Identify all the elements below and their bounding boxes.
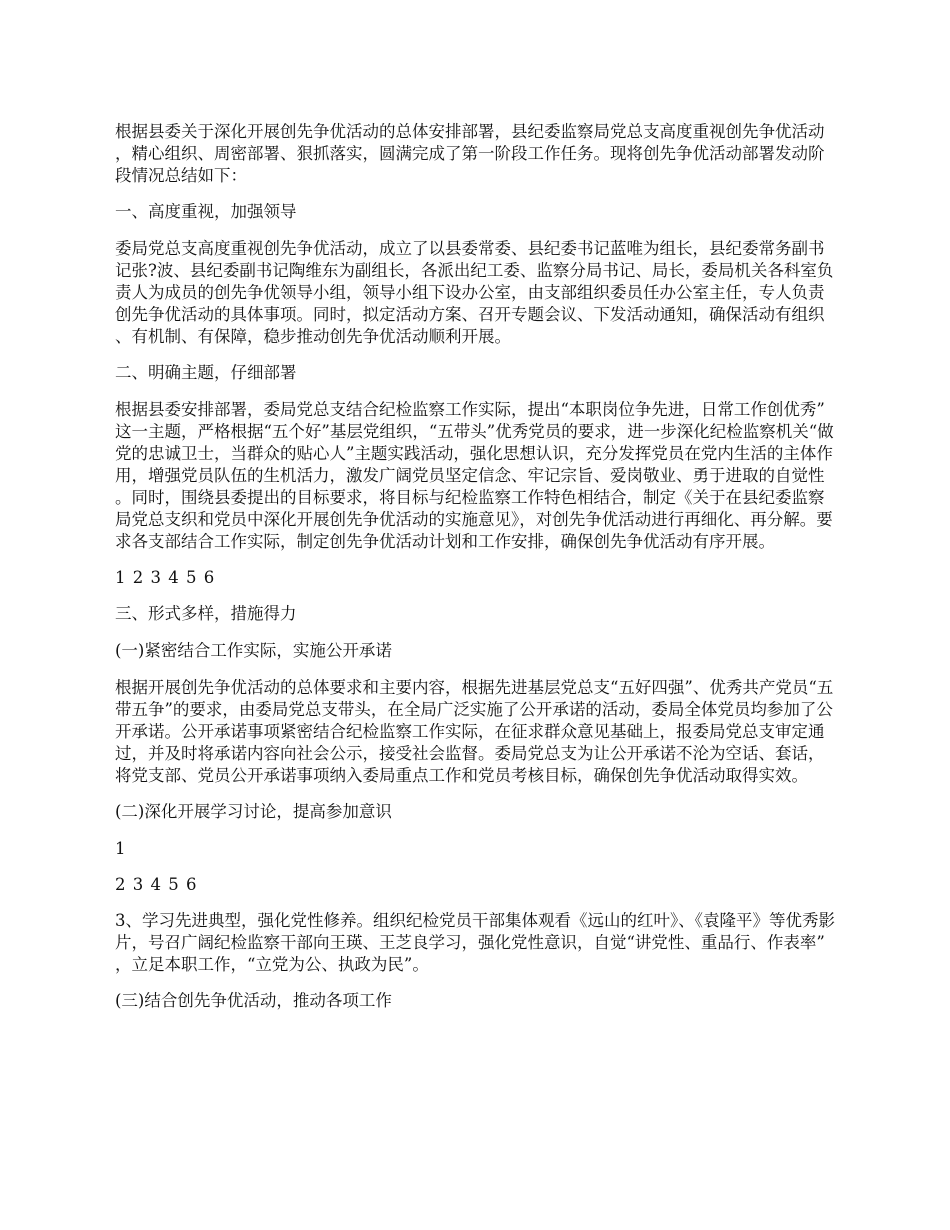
subsection-heading-2: (二)深化开展学习讨论，提高参加意识 — [115, 802, 392, 821]
section-2-paragraph: 根据县委安排部署，委局党总支结合纪检监察工作实际，提出“本职岗位争先进，日常工作创优秀”这一主题，严格根据“五个好”基层党组织，“五带头”优秀党员的要求，进一步深化纪检监察机关“做党的忠诚卫士，当群众的贴心人”主题实践活动，强化思想认识，充分发挥党员在党内生活的主体作用，增强党员队伍的生机活力，激发广阔党员坚定信念、牢记宗旨、爱岗敬业、勇于进取的自觉性。同时，围绕县委提出的目标要求，将目标与纪检监察工作特色相结合，制定《关于在县纪委监察局党总支织和党员中深化开展创先争优活动的实施意见》，对创先争优活动进行再细化、再分解。要求各支部结合工作实际，制定创先争优活动计划和工作安排，确保创先争优活动有序开展。 — [115, 400, 834, 551]
intro-paragraph: 根据县委关于深化开展创先争优活动的总体安排部署，县纪委监察局党总支高度重视创先争优活动，精心组织、周密部署、狠抓落实，圆满完成了第一阶段工作任务。现将创先争优活动部署发动阶段情况总结如下： — [115, 122, 825, 185]
page-numbers-line: 1 2 3 4 5 6 — [115, 568, 216, 587]
subsection-heading-3: (三)结合创先争优活动，推动各项工作 — [115, 991, 392, 1010]
document-body — [115, 121, 840, 1027]
section-1-paragraph: 委局党总支高度重视创先争优活动，成立了以县委常委、县纪委书记蓝唯为组长，县纪委常务副书记张?波、县纪委副书记陶维东为副组长，各派出纪工委、监察分局书记、局长，委局机关各科室负责人为成员的创先争优领导小组，领导小组下设办公室，由支部组织委员任办公室主任，专人负责创先争优活动的具体事项。同时，拟定活动方案、召开专题会议、下发活动通知，确保活动有组织、有机制、有保障，稳步推动创先争优活动顺利开展。 — [115, 239, 834, 346]
page-numbers-line-2: 2 3 4 5 6 — [115, 875, 198, 894]
section-heading-2: 二、明确主题，仔细部署 — [115, 363, 297, 382]
section-heading-3: 三、形式多样，措施得力 — [115, 604, 297, 623]
page-number-line: 1 — [115, 839, 127, 858]
subsection-1-paragraph: 根据开展创先争优活动的总体要求和主要内容，根据先进基层党总支“五好四强”、优秀共产党员“五带五争”的要求，由委局党总支带头，在全局广泛实施了公开承诺的活动，委局全体党员均参加了公开承诺。公开承诺事项紧密结合纪检监察工作实际，在征求群众意见基础上，报委局党总支审定通过，并及时将承诺内容向社会公示，接受社会监督。委局党总支为让公开承诺不沦为空话、套话，将党支部、党员公开承诺事项纳入委局重点工作和党员考核目标，确保创先争优活动取得实效。 — [115, 678, 834, 785]
subsection-heading-1: (一)紧密结合工作实际，实施公开承诺 — [115, 641, 392, 660]
item-3-paragraph: 3、学习先进典型，强化党性修养。组织纪检党员干部集体观看《远山的红叶》、《袁隆平》等优秀影片，号召广阔纪检监察干部向王瑛、王芝良学习，强化党性意识，自觉“讲党性、重品行、作表率”，立足本职工作，“立党为公、执政为民”。 — [115, 911, 835, 974]
section-heading-1: 一、高度重视，加强领导 — [115, 202, 297, 221]
